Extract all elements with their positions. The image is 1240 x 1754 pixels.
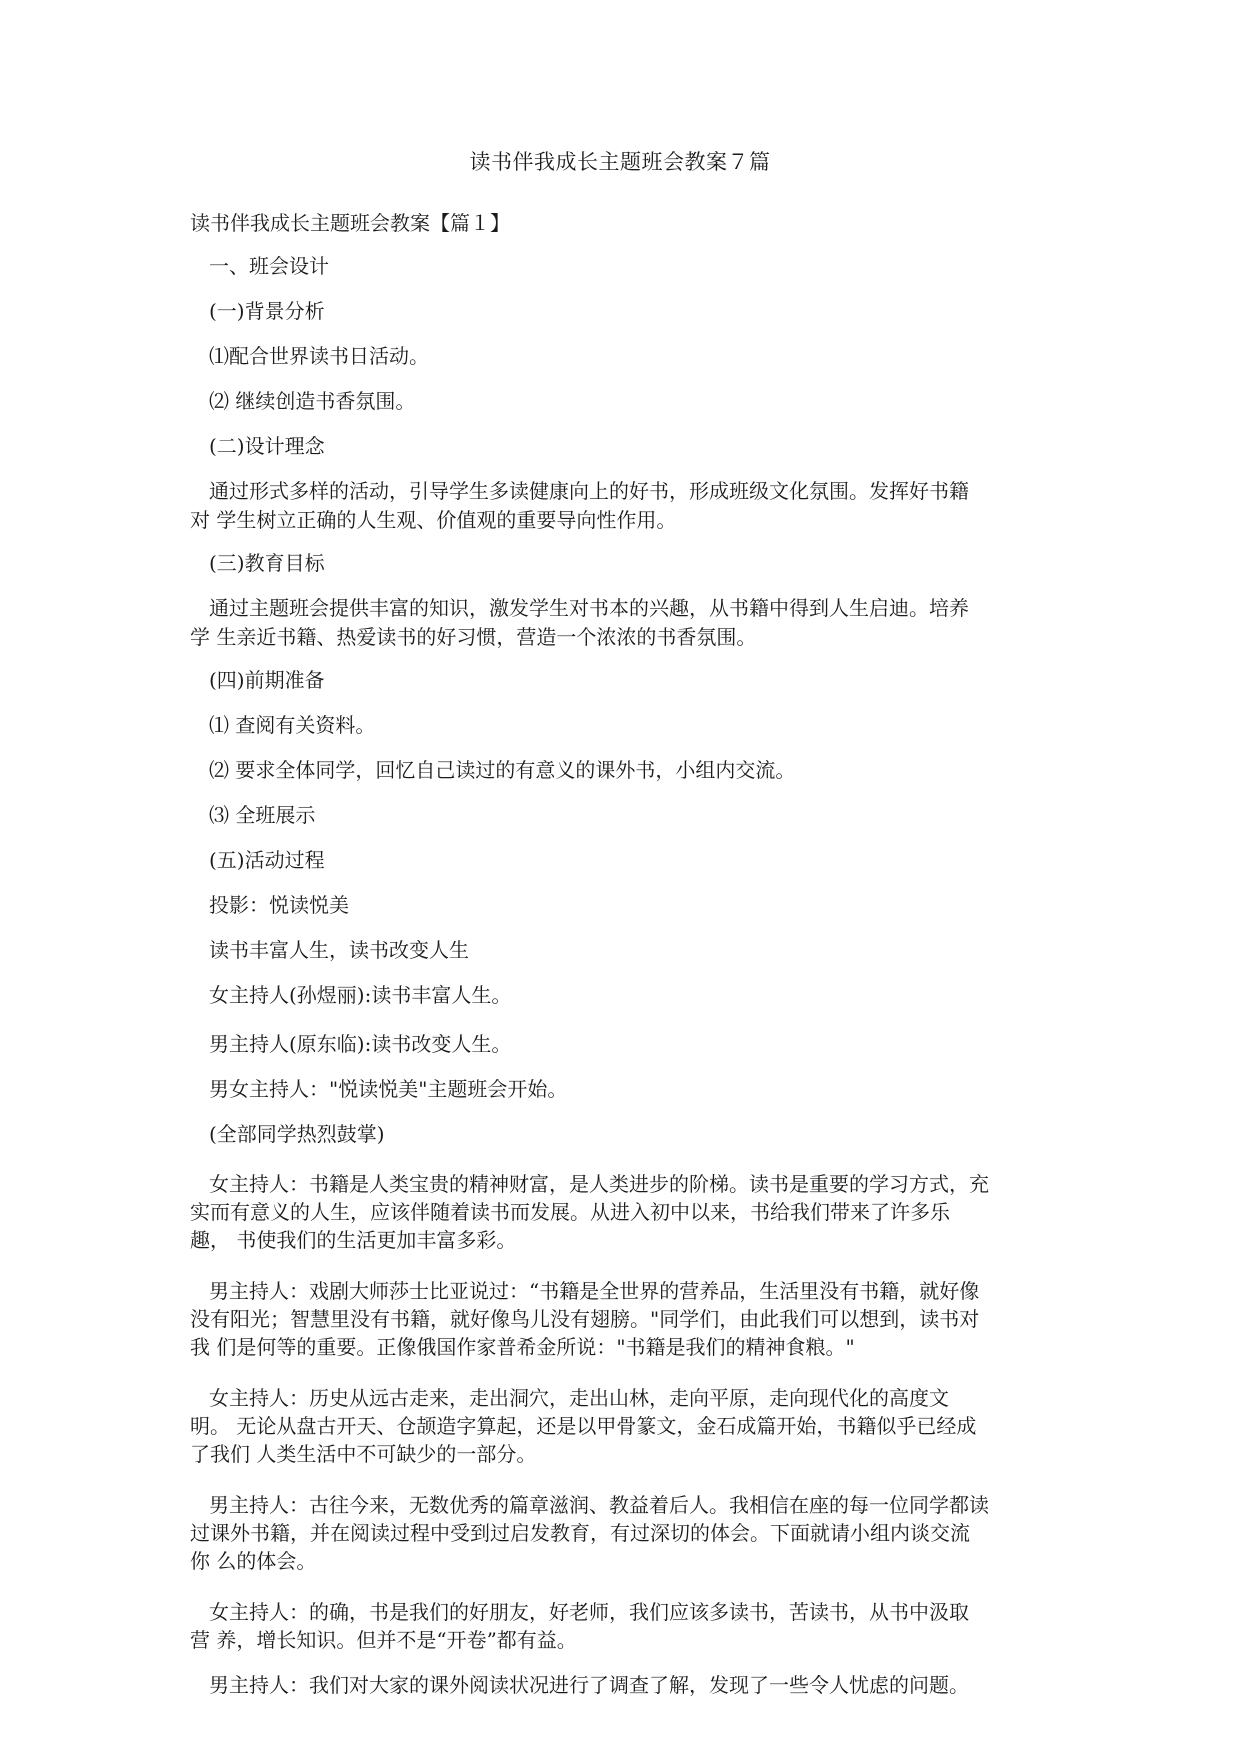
subheading-goals: (三)教育目标 <box>209 551 325 575</box>
list-item: ⑵ 继续创造书香氛围。 <box>209 389 416 413</box>
paragraph-line: 过课外书籍，并在阅读过程中受到过启发教育，有过深切的体会。下面就请小组内谈交流 <box>190 1521 970 1545</box>
paragraph-line: 明。 无论从盘古开天、仓颉造字算起，还是以甲骨篆文，金石成篇开始，书籍似乎已经成 <box>190 1414 977 1438</box>
paragraph-line: 我 们是何等的重要。正像俄国作家普希金所说："书籍是我们的精神食粮。" <box>190 1335 855 1359</box>
text-line: 读书丰富人生，读书改变人生 <box>209 938 469 962</box>
paragraph-line: 了我们 人类生活中不可缺少的一部分。 <box>190 1442 537 1466</box>
paragraph-line: 学 生亲近书籍、热爱读书的好习惯，营造一个浓浓的书香氛围。 <box>190 625 757 649</box>
paragraph-line: 女主持人：的确，书是我们的好朋友，好老师，我们应该多读书，苦读书，从书中汲取 <box>209 1600 969 1624</box>
text-line: 投影：悦读悦美 <box>209 893 349 917</box>
list-item: ⑶ 全班展示 <box>209 803 316 827</box>
paragraph-line: 男主持人：古往今来，无数优秀的篇章滋润、教益着后人。我相信在座的每一位同学都读 <box>209 1493 989 1517</box>
paragraph-line: 实而有意义的人生，应该伴随着读书而发展。从进入初中以来，书给我们带来了许多乐 <box>190 1200 950 1224</box>
text-line: 男主持人(原东临):读书改变人生。 <box>209 1032 512 1056</box>
paragraph-line: 营 养，增长知识。但并不是“开卷”都有益。 <box>190 1628 577 1652</box>
paragraph-line: 女主持人：书籍是人类宝贵的精神财富，是人类进步的阶梯。读书是重要的学习方式，充 <box>209 1172 989 1196</box>
heading-class-design: 一、班会设计 <box>209 254 329 278</box>
paragraph-line: 你 么的体会。 <box>190 1549 317 1573</box>
subheading-design-concept: (二)设计理念 <box>209 434 325 458</box>
section-heading: 读书伴我成长主题班会教案【篇１】 <box>190 211 510 235</box>
paragraph-line: 没有阳光；智慧里没有书籍，就好像鸟儿没有翅膀。"同学们，由此我们可以想到，读书对 <box>190 1307 980 1331</box>
paragraph-line: 男主持人：戏剧大师莎士比亚说过：“书籍是全世界的营养品，生活里没有书籍，就好像 <box>209 1279 980 1303</box>
paragraph-line: 通过主题班会提供丰富的知识，激发学生对书本的兴趣，从书籍中得到人生启迪。培养 <box>209 596 969 620</box>
document-title: 读书伴我成长主题班会教案７篇 <box>469 150 771 174</box>
list-item: ⑴ 查阅有关资料。 <box>209 713 376 737</box>
paragraph-line: 对 学生树立正确的人生观、价值观的重要导向性作用。 <box>190 508 677 532</box>
text-line: (全部同学热烈鼓掌) <box>209 1122 385 1146</box>
text-line: 男主持人：我们对大家的课外阅读状况进行了调查了解，发现了一些令人忧虑的问题。 <box>209 1673 969 1697</box>
subheading-background: (一)背景分析 <box>209 299 325 323</box>
text-line: 女主持人(孙煜丽):读书丰富人生。 <box>209 983 512 1007</box>
subheading-preparation: (四)前期准备 <box>209 668 325 692</box>
text-line: 男女主持人："悦读悦美"主题班会开始。 <box>209 1077 568 1101</box>
paragraph-line: 女主持人：历史从远古走来，走出洞穴，走出山林，走向平原，走向现代化的高度文 <box>209 1386 949 1410</box>
paragraph-line: 通过形式多样的活动，引导学生多读健康向上的好书，形成班级文化氛围。发挥好书籍 <box>209 479 969 503</box>
list-item: ⑵ 要求全体同学，回忆自己读过的有意义的课外书，小组内交流。 <box>209 758 796 782</box>
paragraph-line: 趣， 书使我们的生活更加丰富多彩。 <box>190 1228 517 1252</box>
list-item: ⑴配合世界读书日活动。 <box>209 344 429 368</box>
subheading-process: (五)活动过程 <box>209 848 325 872</box>
